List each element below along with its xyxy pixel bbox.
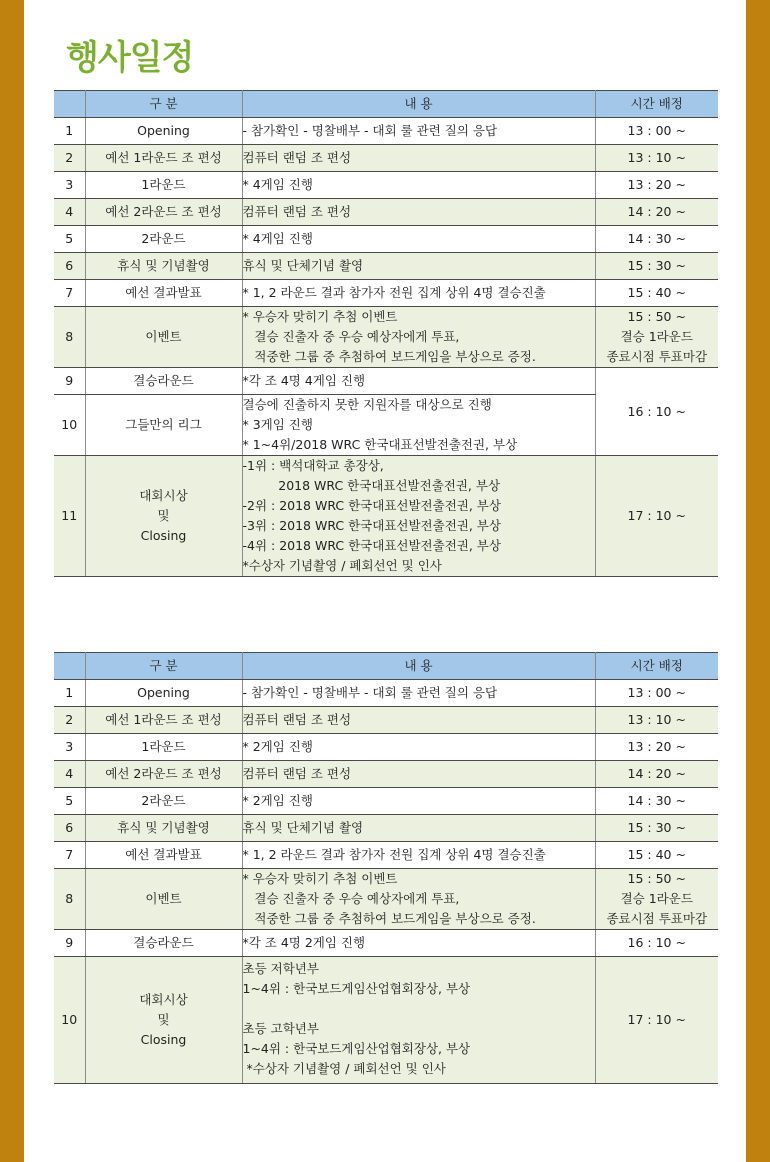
table-row (54, 226, 718, 253)
row-number: 7 (54, 842, 85, 869)
row-content (242, 456, 595, 577)
row-time: 15 : 30 ~ (595, 815, 718, 842)
row-time: 13 : 20 ~ (595, 172, 718, 199)
content-line: 1~4위 : 한국보드게임산업협회장상, 부상 (242, 1041, 471, 1056)
row-content (242, 395, 595, 456)
header-content: 내 용 (242, 653, 595, 680)
table-row (54, 815, 718, 842)
row-category: 예선 2라운드 조 편성 (85, 761, 242, 788)
row-content: 컴퓨터 랜덤 조 편성 (242, 761, 595, 788)
header-content: 내 용 (242, 91, 595, 118)
row-content: 컴퓨터 랜덤 조 편성 (242, 707, 595, 734)
header-category: 구 분 (85, 91, 242, 118)
row-number: 3 (54, 172, 85, 199)
row-category (85, 957, 242, 1084)
row-category: 예선 2라운드 조 편성 (85, 199, 242, 226)
row-category: 예선 결과발표 (85, 842, 242, 869)
row-time: 13 : 10 ~ (595, 707, 718, 734)
table-row (54, 707, 718, 734)
table-row (54, 145, 718, 172)
row-time: 16 : 10 ~ (595, 930, 718, 957)
category-line: Closing (140, 528, 187, 543)
content-line: * 3게임 진행 (242, 417, 313, 432)
content-line: -1위 : 백석대학교 총장상, (242, 458, 384, 473)
time-line: 종료시점 투표마감 (606, 349, 708, 364)
row-number: 6 (54, 253, 85, 280)
row-time: 13 : 00 ~ (595, 680, 718, 707)
row-number: 11 (54, 456, 85, 577)
table-header-row (54, 91, 718, 118)
row-category: 예선 1라운드 조 편성 (85, 707, 242, 734)
content-line: * 우승자 맞히기 추첨 이벤트 (242, 309, 398, 324)
row-category: 휴식 및 기념촬영 (85, 815, 242, 842)
category-line: 및 (157, 1012, 170, 1027)
row-number: 5 (54, 788, 85, 815)
content-line: 결승에 진출하지 못한 지원자를 대상으로 진행 (242, 397, 492, 412)
table-row (54, 307, 718, 368)
time-line: 결승 1라운드 (620, 329, 693, 344)
row-number: 8 (54, 869, 85, 930)
row-time: 17 : 10 ~ (595, 456, 718, 577)
row-number: 3 (54, 734, 85, 761)
header-number (54, 653, 85, 680)
header-time: 시간 배정 (595, 91, 718, 118)
row-category (85, 456, 242, 577)
row-number: 4 (54, 199, 85, 226)
content-line: -3위 : 2018 WRC 한국대표선발전출전권, 부상 (242, 518, 501, 533)
table-header-row (54, 653, 718, 680)
table-row (54, 842, 718, 869)
category-line: 대회시상 (139, 992, 188, 1007)
row-content: * 1, 2 라운드 결과 참가자 전원 집계 상위 4명 결승진출 (242, 842, 595, 869)
row-number: 10 (54, 395, 85, 456)
table-row (54, 280, 718, 307)
row-content: 컴퓨터 랜덤 조 편성 (242, 199, 595, 226)
content-line: 1~4위 : 한국보드게임산업협회장상, 부상 (242, 981, 471, 996)
right-sidebar (746, 0, 770, 1162)
row-category: 결승라운드 (85, 930, 242, 957)
content-line: * 1~4위/2018 WRC 한국대표선발전출전권, 부상 (242, 437, 518, 452)
row-content: - 참가확인 - 명찰배부 - 대회 룰 관련 질의 응답 (242, 118, 595, 145)
table-row (54, 930, 718, 957)
row-number: 6 (54, 815, 85, 842)
row-category: 결승라운드 (85, 368, 242, 395)
content-line: -4위 : 2018 WRC 한국대표선발전출전권, 부상 (242, 538, 501, 553)
content-line: -2위 : 2018 WRC 한국대표선발전출전권, 부상 (242, 498, 501, 513)
row-number: 1 (54, 680, 85, 707)
table-row (54, 253, 718, 280)
header-time: 시간 배정 (595, 653, 718, 680)
row-content: * 4게임 진행 (242, 226, 595, 253)
time-line: 결승 1라운드 (620, 891, 693, 906)
table-row (54, 734, 718, 761)
category-line: Closing (140, 1032, 187, 1047)
table-row (54, 456, 718, 577)
table-row (54, 368, 718, 395)
row-time: 15 : 40 ~ (595, 842, 718, 869)
row-number: 8 (54, 307, 85, 368)
row-number: 1 (54, 118, 85, 145)
row-category: 이벤트 (85, 307, 242, 368)
content-line: *수상자 기념촬영 / 폐회선언 및 인사 (242, 1061, 446, 1076)
row-number: 7 (54, 280, 85, 307)
content-line (243, 999, 595, 1019)
row-category: 휴식 및 기념촬영 (85, 253, 242, 280)
row-content: 휴식 및 단체기념 촬영 (242, 815, 595, 842)
category-line: 및 (157, 508, 170, 523)
row-content: 컴퓨터 랜덤 조 편성 (242, 145, 595, 172)
row-category: 2라운드 (85, 226, 242, 253)
row-time: 14 : 30 ~ (595, 788, 718, 815)
content-line: 초등 저학년부 (242, 961, 319, 976)
row-number: 2 (54, 145, 85, 172)
row-category: Opening (85, 118, 242, 145)
row-number: 10 (54, 957, 85, 1084)
left-sidebar (0, 0, 24, 1162)
row-category: 2라운드 (85, 788, 242, 815)
schedule-table-2 (54, 652, 718, 1084)
row-time: 14 : 30 ~ (595, 226, 718, 253)
row-content: * 4게임 진행 (242, 172, 595, 199)
time-line: 15 : 50 ~ (627, 309, 686, 324)
page-title: 행사일정 (66, 38, 194, 78)
content-line: 결승 진출자 중 우승 예상자에게 투표, (242, 891, 460, 906)
time-line: 종료시점 투표마감 (606, 911, 708, 926)
header-number (54, 91, 85, 118)
row-category: 예선 1라운드 조 편성 (85, 145, 242, 172)
row-time: 15 : 30 ~ (595, 253, 718, 280)
row-number: 9 (54, 930, 85, 957)
row-content: *각 조 4명 4게임 진행 (242, 368, 595, 395)
row-content: - 참가확인 - 명찰배부 - 대회 룰 관련 질의 응답 (242, 680, 595, 707)
row-number: 4 (54, 761, 85, 788)
row-time: 16 : 10 ~ (595, 368, 718, 456)
row-content (242, 307, 595, 368)
row-category: Opening (85, 680, 242, 707)
row-content: * 2게임 진행 (242, 788, 595, 815)
row-time: 13 : 00 ~ (595, 118, 718, 145)
table-row (54, 118, 718, 145)
category-line: 대회시상 (139, 488, 188, 503)
table-row (54, 957, 718, 1084)
content-line: 적중한 그룹 중 추첨하여 보드게임을 부상으로 증정. (242, 911, 536, 926)
row-number: 9 (54, 368, 85, 395)
row-time (595, 307, 718, 368)
row-category: 1라운드 (85, 172, 242, 199)
table-row (54, 761, 718, 788)
header-category: 구 분 (85, 653, 242, 680)
row-content (242, 869, 595, 930)
table-row (54, 172, 718, 199)
content-line: 결승 진출자 중 우승 예상자에게 투표, (242, 329, 460, 344)
row-category: 예선 결과발표 (85, 280, 242, 307)
content-line: 적중한 그룹 중 추첨하여 보드게임을 부상으로 증정. (242, 349, 536, 364)
row-time: 17 : 10 ~ (595, 957, 718, 1084)
row-time: 13 : 20 ~ (595, 734, 718, 761)
row-content: *각 조 4명 2게임 진행 (242, 930, 595, 957)
table-row (54, 869, 718, 930)
table-row (54, 680, 718, 707)
row-time: 14 : 20 ~ (595, 761, 718, 788)
row-time (595, 869, 718, 930)
content-line: * 우승자 맞히기 추첨 이벤트 (242, 871, 398, 886)
content-line: *수상자 기념촬영 / 폐회선언 및 인사 (242, 558, 442, 573)
content-line: 초등 고학년부 (242, 1021, 319, 1036)
row-time: 13 : 10 ~ (595, 145, 718, 172)
row-content: * 2게임 진행 (242, 734, 595, 761)
row-content (242, 957, 595, 1084)
schedule-table-1 (54, 90, 718, 577)
table-row (54, 788, 718, 815)
table-row (54, 199, 718, 226)
row-category: 그들만의 리그 (85, 395, 242, 456)
row-time: 15 : 40 ~ (595, 280, 718, 307)
row-number: 2 (54, 707, 85, 734)
row-category: 이벤트 (85, 869, 242, 930)
row-time: 14 : 20 ~ (595, 199, 718, 226)
content-line: 2018 WRC 한국대표선발전출전권, 부상 (242, 478, 501, 493)
row-number: 5 (54, 226, 85, 253)
time-line: 15 : 50 ~ (627, 871, 686, 886)
row-category: 1라운드 (85, 734, 242, 761)
row-content: * 1, 2 라운드 결과 참가자 전원 집계 상위 4명 결승진출 (242, 280, 595, 307)
row-content: 휴식 및 단체기념 촬영 (242, 253, 595, 280)
